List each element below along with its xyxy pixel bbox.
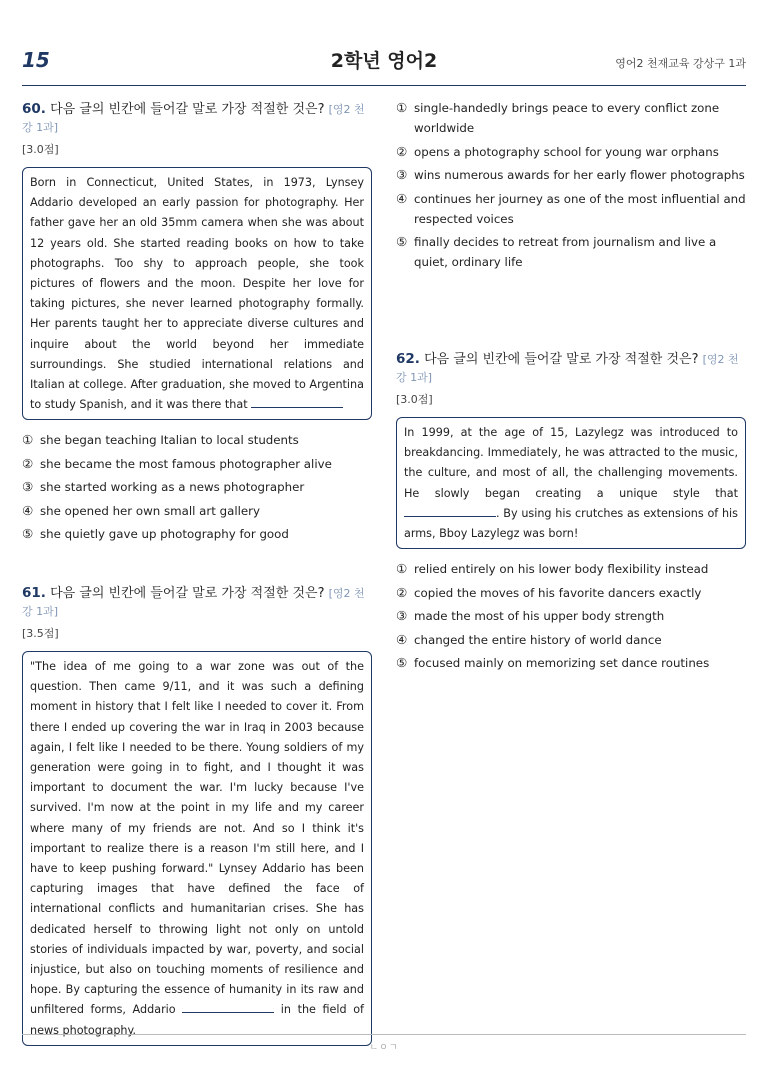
- question-prompt: 다음 글의 빈칸에 들어갈 말로 가장 적절한 것은?: [50, 586, 325, 601]
- footer-divider: [22, 1034, 746, 1035]
- answer-blank: [182, 1002, 274, 1013]
- option-3[interactable]: ③ she started working as a news photographer: [22, 479, 305, 495]
- question-number: 61.: [22, 585, 46, 601]
- option-4[interactable]: ④ changed the entire history of world dance: [396, 631, 662, 647]
- question-points: [3.0점]: [22, 143, 59, 156]
- option-4[interactable]: ④ continues her journey as one of the most influential and respected voices: [396, 190, 746, 226]
- answer-blank: [251, 397, 343, 408]
- question-number: 62.: [396, 351, 420, 367]
- question-points: [3.5점]: [22, 627, 59, 640]
- option-1[interactable]: ① single-handedly brings peace to every conflict zone worldwide: [396, 100, 720, 135]
- option-5[interactable]: ⑤ focused mainly on memorizing set dance routines: [396, 655, 710, 671]
- question-prompt: 다음 글의 빈칸에 들어갈 말로 가장 적절한 것은?: [424, 352, 699, 367]
- option-3[interactable]: ③ wins numerous awards for her early flower photographs: [396, 167, 745, 182]
- option-2[interactable]: ② copied the moves of his favorite dancers exactly: [396, 584, 702, 600]
- page-number: 15: [22, 48, 50, 72]
- passage-box: [396, 417, 746, 549]
- passage-text: In 1999, at the age of 15, Lazylegz was introduced to breakdancing. Immediately, he was attracted to the music, the culture, and most of all, the challenging movements. He slowly began creating a unique style that: [404, 426, 738, 500]
- question-header: [396, 350, 746, 387]
- answer-blank: [404, 506, 496, 517]
- option-1[interactable]: ① she began teaching Italian to local students: [22, 432, 299, 448]
- question-number: 60.: [22, 101, 46, 117]
- option-3[interactable]: ③ made the most of his upper body strength: [396, 608, 665, 624]
- passage-box: [22, 167, 372, 420]
- passage-text: "The idea of me going to a war zone was out of the question. Then came 9/11, and it was such a defining moment in history that I felt like I needed to cover it. From there I ended up covering the war in Iraq in 2003 because again, I felt like I needed to be there. Young soldiers of my generation were going in to fight, and I thought it was important to document the war. I'm lucky because I've survived. I'm now at the point in my life and my career where many of my friends are not. And so I think it's important to realize there is a reason I'm still here, and I have to keep pushing forward." Lynsey Addario has been capturing images that have defined the face of international conflicts and humanitarian crises. She has dedicated herself to throwing light not only on untold stories of individuals impacted by war, poverty, and social injustice, but also on touching moments of resilience and hope. By capturing the essence of humanity in its raw and unfiltered forms, Addario: [30, 660, 364, 1017]
- answer-options: [396, 559, 746, 673]
- page-header: [22, 42, 746, 86]
- question-62: [396, 350, 746, 677]
- question-points: [3.0점]: [396, 393, 433, 406]
- page-subtitle: 영어2 천재교육 강상구 1과: [615, 57, 746, 70]
- option-2[interactable]: ② opens a photography school for young war orphans: [396, 143, 719, 159]
- passage-text-end: . By using his crutches as extensions of his arms, Bboy Lazylegz was born!: [404, 506, 738, 541]
- question-61-options: [396, 98, 746, 276]
- question-header: [22, 100, 372, 137]
- answer-options: [22, 430, 372, 544]
- question-61: [22, 584, 372, 1046]
- question-source: [영2 천강 1과]: [22, 587, 365, 618]
- passage-text: Born in Connecticut, United States, in 1973, Lynsey Addario developed an early passion for photography. Her father gave her an old 35mm camera when she was about 12 years old. She started reading books on how to take photographs. Too shy to approach people, she took pictures of flowers and the moon. Despite her love for taking pictures, she never learned photography formally. Her parents taught her to appreciate diverse cultures and inquire about the world beyond her immediate surroundings. She studied international relations and Italian at college. After graduation, she moved to Argentina to study Spanish, and it was there that: [30, 176, 364, 412]
- answer-options: [396, 98, 746, 272]
- passage-text-end: in the field of news photography.: [30, 1003, 365, 1037]
- question-source: [영2 천강 1과]: [22, 103, 365, 134]
- footer-mark: ㄴㅇㄱ: [369, 1043, 399, 1053]
- option-1[interactable]: ① relied entirely on his lower body flexibility instead: [396, 561, 709, 577]
- page-title: 2학년 영어2: [330, 50, 438, 72]
- passage-box: [22, 651, 372, 1046]
- question-source: [영2 천강 1과]: [396, 353, 739, 384]
- question-header: [22, 584, 372, 621]
- question-60: [22, 100, 372, 548]
- option-5[interactable]: ⑤ finally decides to retreat from journalism and live a quiet, ordinary life: [396, 234, 717, 269]
- question-prompt: 다음 글의 빈칸에 들어갈 말로 가장 적절한 것은?: [50, 102, 325, 117]
- option-4[interactable]: ④ she opened her own small art gallery: [22, 502, 260, 518]
- option-5[interactable]: ⑤ she quietly gave up photography for good: [22, 526, 289, 542]
- option-2[interactable]: ② she became the most famous photographer alive: [22, 455, 332, 471]
